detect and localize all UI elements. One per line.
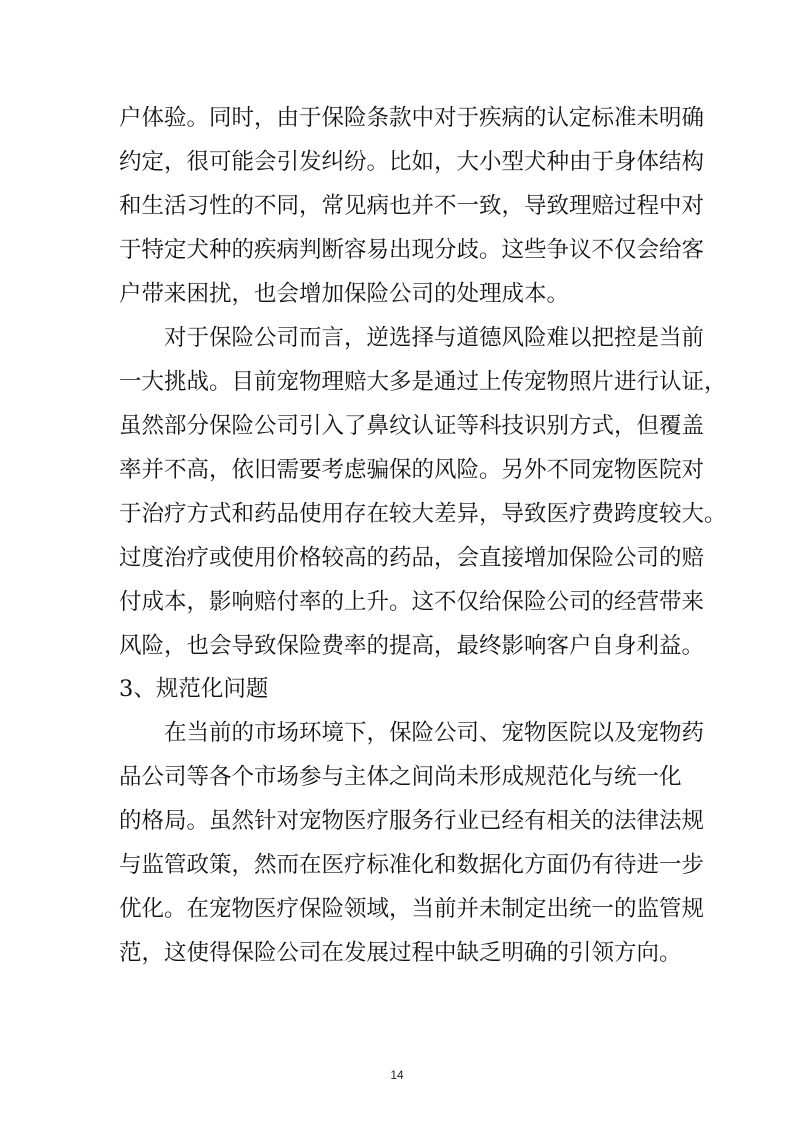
paragraph-line: 率并不高，依旧需要考虑骗保的风险。另外不同宠物医院对 bbox=[119, 457, 705, 483]
paragraph-line: 对于保险公司而言，逆选择与道德风险难以把控是当前 bbox=[164, 325, 705, 351]
paragraph-line: 于特定犬种的疾病判断容易出现分歧。这些争议不仅会给客 bbox=[119, 237, 705, 263]
paragraph-line: 的格局。虽然针对宠物医疗服务行业已经有相关的法律法规 bbox=[119, 808, 705, 834]
paragraph-line: 品公司等各个市场参与主体之间尚未形成规范化与统一化 bbox=[119, 764, 682, 790]
paragraph-line: 虽然部分保险公司引入了鼻纹认证等科技识别方式，但覆盖 bbox=[119, 413, 705, 439]
paragraph-line: 于治疗方式和药品使用存在较大差异，导致医疗费跨度较大。 bbox=[119, 501, 727, 527]
paragraph-line: 户带来困扰，也会增加保险公司的处理成本。 bbox=[119, 281, 570, 307]
paragraph-line: 与监管政策，然而在医疗标准化和数据化方面仍有待进一步 bbox=[119, 852, 705, 878]
page-number: 14 bbox=[390, 1068, 404, 1082]
paragraph-line: 付成本，影响赔付率的上升。这不仅给保险公司的经营带来 bbox=[119, 589, 705, 615]
paragraph-line: 和生活习性的不同，常见病也并不一致，导致理赔过程中对 bbox=[119, 193, 705, 219]
paragraph-line: 范，这使得保险公司在发展过程中缺乏明确的引领方向。 bbox=[119, 940, 682, 966]
section-heading: 3、规范化问题 bbox=[119, 676, 269, 702]
paragraph-line: 户体验。同时，由于保险条款中对于疾病的认定标准未明确 bbox=[119, 105, 705, 131]
paragraph-line: 优化。在宠物医疗保险领域，当前并未制定出统一的监管规 bbox=[119, 896, 705, 922]
paragraph-line: 在当前的市场环境下，保险公司、宠物医院以及宠物药 bbox=[164, 720, 705, 746]
paragraph-line: 风险，也会导致保险费率的提高，最终影响客户自身利益。 bbox=[119, 633, 705, 659]
paragraph-line: 一大挑战。目前宠物理赔大多是通过上传宠物照片进行认证， bbox=[119, 369, 727, 395]
paragraph-line: 过度治疗或使用价格较高的药品，会直接增加保险公司的赔 bbox=[119, 545, 705, 571]
paragraph-line: 约定，很可能会引发纠纷。比如，大小型犬种由于身体结构 bbox=[119, 149, 705, 175]
